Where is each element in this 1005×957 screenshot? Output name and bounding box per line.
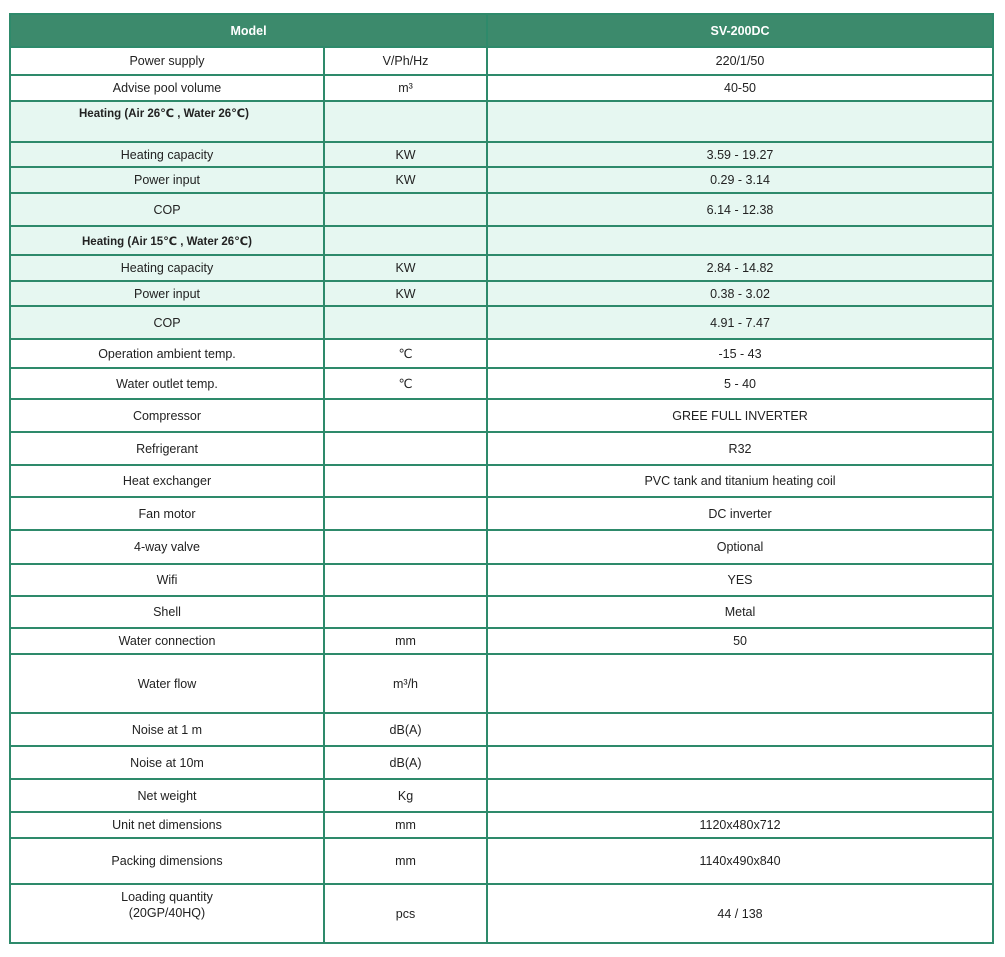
table-row <box>10 167 993 193</box>
row-label: Heating capacity <box>10 255 324 281</box>
table-row <box>10 654 993 713</box>
row-value <box>487 713 993 746</box>
row-unit: KW <box>324 142 487 167</box>
row-value: 5 - 40 <box>487 368 993 399</box>
table-row <box>10 255 993 281</box>
row-value: 1120x480x712 <box>487 812 993 838</box>
row-label: Shell <box>10 596 324 628</box>
table-row <box>10 368 993 399</box>
row-unit: KW <box>324 255 487 281</box>
row-value <box>487 779 993 812</box>
row-unit <box>324 226 487 255</box>
row-unit: ℃ <box>324 339 487 368</box>
section-heading: Heating (Air 26℃ , Water 26℃) <box>10 101 324 142</box>
row-label: Noise at 1 m <box>10 713 324 746</box>
row-label: COP <box>10 193 324 226</box>
row-unit <box>324 101 487 142</box>
row-label: Unit net dimensions <box>10 812 324 838</box>
table-row <box>10 75 993 101</box>
row-unit <box>324 564 487 596</box>
row-value: 3.59 - 19.27 <box>487 142 993 167</box>
row-label: Water outlet temp. <box>10 368 324 399</box>
table-row <box>10 838 993 884</box>
table-row <box>10 564 993 596</box>
row-unit: m³ <box>324 75 487 101</box>
row-unit: KW <box>324 281 487 306</box>
table-row <box>10 746 993 779</box>
row-label: Compressor <box>10 399 324 432</box>
table-row <box>10 596 993 628</box>
table-row <box>10 399 993 432</box>
row-unit: mm <box>324 812 487 838</box>
row-value: PVC tank and titanium heating coil <box>487 465 993 497</box>
table-row <box>10 142 993 167</box>
row-unit <box>324 399 487 432</box>
header-model-label: Model <box>10 14 487 47</box>
table-row <box>10 628 993 654</box>
row-label: COP <box>10 306 324 339</box>
row-label: Operation ambient temp. <box>10 339 324 368</box>
row-value: Metal <box>487 596 993 628</box>
table-header-row <box>10 14 993 47</box>
spec-table <box>9 13 994 944</box>
row-value: 44 / 138 <box>487 884 993 943</box>
row-unit: V/Ph/Hz <box>324 47 487 75</box>
table-row <box>10 193 993 226</box>
row-value: 4.91 - 7.47 <box>487 306 993 339</box>
row-unit <box>324 497 487 530</box>
row-unit <box>324 596 487 628</box>
row-label: Fan motor <box>10 497 324 530</box>
row-value: R32 <box>487 432 993 465</box>
row-unit <box>324 465 487 497</box>
table-row <box>10 530 993 564</box>
row-label: Packing dimensions <box>10 838 324 884</box>
row-label: Water connection <box>10 628 324 654</box>
row-value: YES <box>487 564 993 596</box>
row-value: -15 - 43 <box>487 339 993 368</box>
row-value: 40-50 <box>487 75 993 101</box>
row-value: Optional <box>487 530 993 564</box>
table-row <box>10 812 993 838</box>
table-row <box>10 339 993 368</box>
table-row <box>10 47 993 75</box>
row-value <box>487 101 993 142</box>
row-unit: mm <box>324 838 487 884</box>
row-value <box>487 654 993 713</box>
row-unit: dB(A) <box>324 713 487 746</box>
row-value: 50 <box>487 628 993 654</box>
table-row <box>10 432 993 465</box>
row-label: Power input <box>10 281 324 306</box>
row-value: 6.14 - 12.38 <box>487 193 993 226</box>
row-label: Power supply <box>10 47 324 75</box>
section-row-heating-26 <box>10 101 993 142</box>
row-value: 0.38 - 3.02 <box>487 281 993 306</box>
section-heading: Heating (Air 15℃ , Water 26℃) <box>10 226 324 255</box>
row-unit <box>324 193 487 226</box>
row-label: Heat exchanger <box>10 465 324 497</box>
row-unit: Kg <box>324 779 487 812</box>
row-label: Refrigerant <box>10 432 324 465</box>
row-unit: mm <box>324 628 487 654</box>
table-row <box>10 281 993 306</box>
row-value: 0.29 - 3.14 <box>487 167 993 193</box>
row-unit: m³/h <box>324 654 487 713</box>
row-value <box>487 746 993 779</box>
row-value: 2.84 - 14.82 <box>487 255 993 281</box>
section-row-heating-15 <box>10 226 993 255</box>
row-value: 220/1/50 <box>487 47 993 75</box>
row-label: Power input <box>10 167 324 193</box>
row-label: Heating capacity <box>10 142 324 167</box>
row-label: Water flow <box>10 654 324 713</box>
row-value <box>487 226 993 255</box>
table-row <box>10 713 993 746</box>
header-model-value: SV-200DC <box>487 14 993 47</box>
row-unit <box>324 306 487 339</box>
row-unit: pcs <box>324 884 487 943</box>
row-value: DC inverter <box>487 497 993 530</box>
row-label: Noise at 10m <box>10 746 324 779</box>
table-row <box>10 497 993 530</box>
row-value: GREE FULL INVERTER <box>487 399 993 432</box>
row-unit <box>324 432 487 465</box>
row-unit: KW <box>324 167 487 193</box>
row-label: Loading quantity (20GP/40HQ) <box>10 884 324 943</box>
row-value: 1140x490x840 <box>487 838 993 884</box>
row-unit: ℃ <box>324 368 487 399</box>
table-row <box>10 306 993 339</box>
row-label: 4-way valve <box>10 530 324 564</box>
row-unit <box>324 530 487 564</box>
row-label: Wifi <box>10 564 324 596</box>
table-row <box>10 779 993 812</box>
table-row <box>10 884 993 943</box>
row-label: Advise pool volume <box>10 75 324 101</box>
row-unit: dB(A) <box>324 746 487 779</box>
table-row <box>10 465 993 497</box>
row-label: Net weight <box>10 779 324 812</box>
